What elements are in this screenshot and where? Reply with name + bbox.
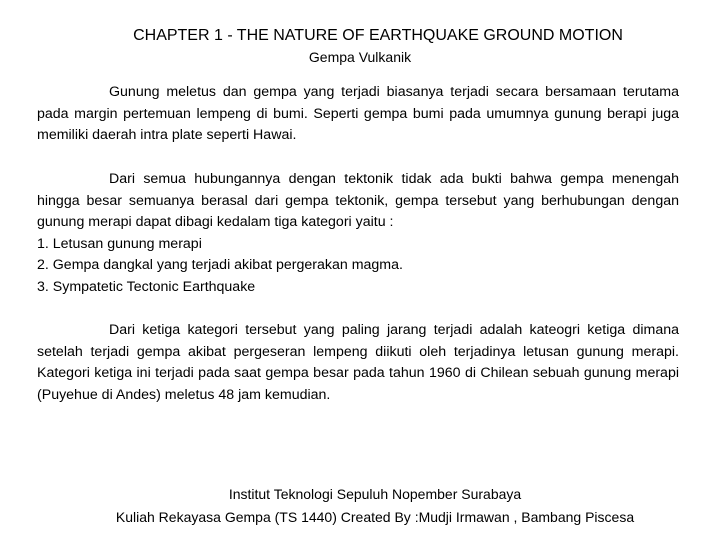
list-item-1: 1. Letusan gunung merapi <box>37 235 202 252</box>
paragraph-2-text: Dari semua hubungannya dengan tektonik tidak ada bukti bahwa gempa menengah hingga besar semuanya berasal dari gempa tektonik, gempa tersebut yang berhubungan dengan gunung merapi dapat dibagi kedalam tiga kategori yaitu : <box>37 171 679 230</box>
paragraph-3-text: Dari ketiga kategori tersebut yang paling jarang terjadi adalah kateogri ketiga dimana setelah terjadi gempa akibat pergeseran lempeng diikuti oleh terjadinya letusan gunung merapi. Kategori ketiga ini terjadi pada saat gempa besar pada tahun 1960 di Chilean sebuah gunung merapi (Puyehue di Andes) meletus 48 jam kemudian. <box>37 322 679 403</box>
paragraph-3 <box>37 320 679 406</box>
slide-subtitle: Gempa Vulkanik <box>308 49 412 65</box>
chapter-title: CHAPTER 1 - THE NATURE OF EARTHQUAKE GROUND MOTION <box>133 27 623 44</box>
paragraph-1-text: Gunung meletus dan gempa yang terjadi biasanya terjadi secara bersamaan terutama pada margin pertemuan lempeng di bumi. Seperti gempa bumi pada umumnya gunung berapi juga memiliki daerah intra plate seperti Hawai. <box>37 84 679 143</box>
paragraph-2-block <box>37 169 679 298</box>
paragraph-1 <box>37 82 679 147</box>
paragraph-2 <box>37 169 679 234</box>
footer-institution: Institut Teknologi Sepuluh Nopember Surabaya <box>228 486 522 502</box>
paragraph-1-block <box>37 82 679 147</box>
footer-credit: Kuliah Rekayasa Gempa (TS 1440) Created By :Mudji Irmawan , Bambang Piscesa <box>115 509 635 525</box>
paragraph-3-block <box>37 320 679 406</box>
list-item-2: 2. Gempa dangkal yang terjadi akibat pergerakan magma. <box>37 257 403 273</box>
list-item-3: 3. Sympatetic Tectonic Earthquake <box>37 278 256 295</box>
